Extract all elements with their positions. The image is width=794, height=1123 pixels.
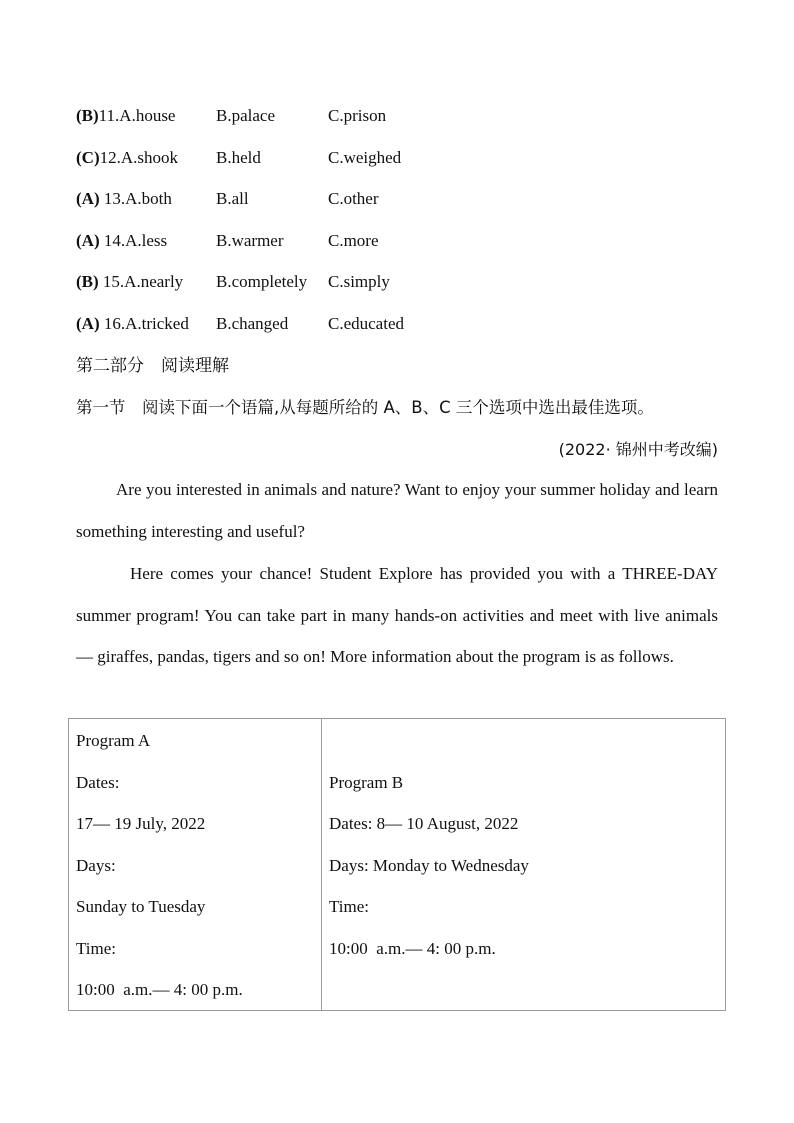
option-b: B.changed <box>216 314 289 333</box>
answer-mark: (B) <box>76 106 99 125</box>
program-a-title: Program A <box>76 731 151 750</box>
program-a-time-label: Time: <box>76 938 117 958</box>
option-a: 15.A.nearly <box>98 272 184 291</box>
option-b: B.completely <box>216 272 308 291</box>
program-b-days: Days: Monday to Wednesday <box>329 855 529 875</box>
passage-paragraph-2: Here comes your chance! Student Explore has provided you with a THREE-DAY summer program! You can take part in many hands-on activities and meet with live animals — giraffes, pandas, tigers and so on! More information about the program is as follows. <box>76 564 718 667</box>
option-b: B.warmer <box>216 231 284 250</box>
part-heading: 第二部分 阅读理解 <box>76 356 229 376</box>
program-table <box>68 718 726 1011</box>
program-a-dates-label: Dates: <box>76 772 120 792</box>
answer-mark: (A) <box>76 231 100 250</box>
option-c: C.weighed <box>328 148 402 167</box>
option-a: 16.A.tricked <box>99 314 189 333</box>
option-a: 11.A.house <box>98 106 176 125</box>
answer-mark: (C) <box>76 148 100 167</box>
option-c: C.educated <box>328 314 404 333</box>
option-a: 12.A.shook <box>99 148 179 167</box>
program-a-dates: 17— 19 July, 2022 <box>76 814 206 833</box>
source-note: (2022· 锦州中考改编) <box>558 440 718 459</box>
program-a-time: 10:00 a.m.— 4: 00 p.m. <box>76 980 243 999</box>
answer-mark: (A) <box>76 314 100 333</box>
program-a-days-label: Days: <box>76 855 116 875</box>
option-c: C.simply <box>328 272 390 291</box>
option-a: 14.A.less <box>99 231 168 250</box>
option-b: B.all <box>216 189 249 208</box>
option-c: C.more <box>328 231 379 250</box>
option-a: 13.A.both <box>99 189 172 208</box>
option-c: C.other <box>328 189 379 208</box>
program-b-cell <box>322 719 726 1011</box>
option-c: C.prison <box>328 106 387 125</box>
program-a-cell <box>69 719 322 1011</box>
program-b-dates: Dates: 8— 10 August, 2022 <box>329 814 519 833</box>
section-heading: 第一节 阅读下面一个语篇,从每题所给的 A、B、C 三个选项中选出最佳选项。 <box>76 398 654 417</box>
answer-mark: (B) <box>76 272 99 291</box>
program-b-time: 10:00 a.m.— 4: 00 p.m. <box>329 938 496 958</box>
answer-mark: (A) <box>76 189 100 208</box>
program-a-days: Sunday to Tuesday <box>76 897 206 916</box>
option-b: B.palace <box>216 106 275 125</box>
passage-paragraph-1: Are you interested in animals and nature? Want to enjoy your summer holiday and learn something interesting and useful? <box>76 480 718 541</box>
program-b-time-label: Time: <box>329 897 370 916</box>
program-b-title: Program B <box>329 772 404 792</box>
option-b: B.held <box>216 148 261 167</box>
